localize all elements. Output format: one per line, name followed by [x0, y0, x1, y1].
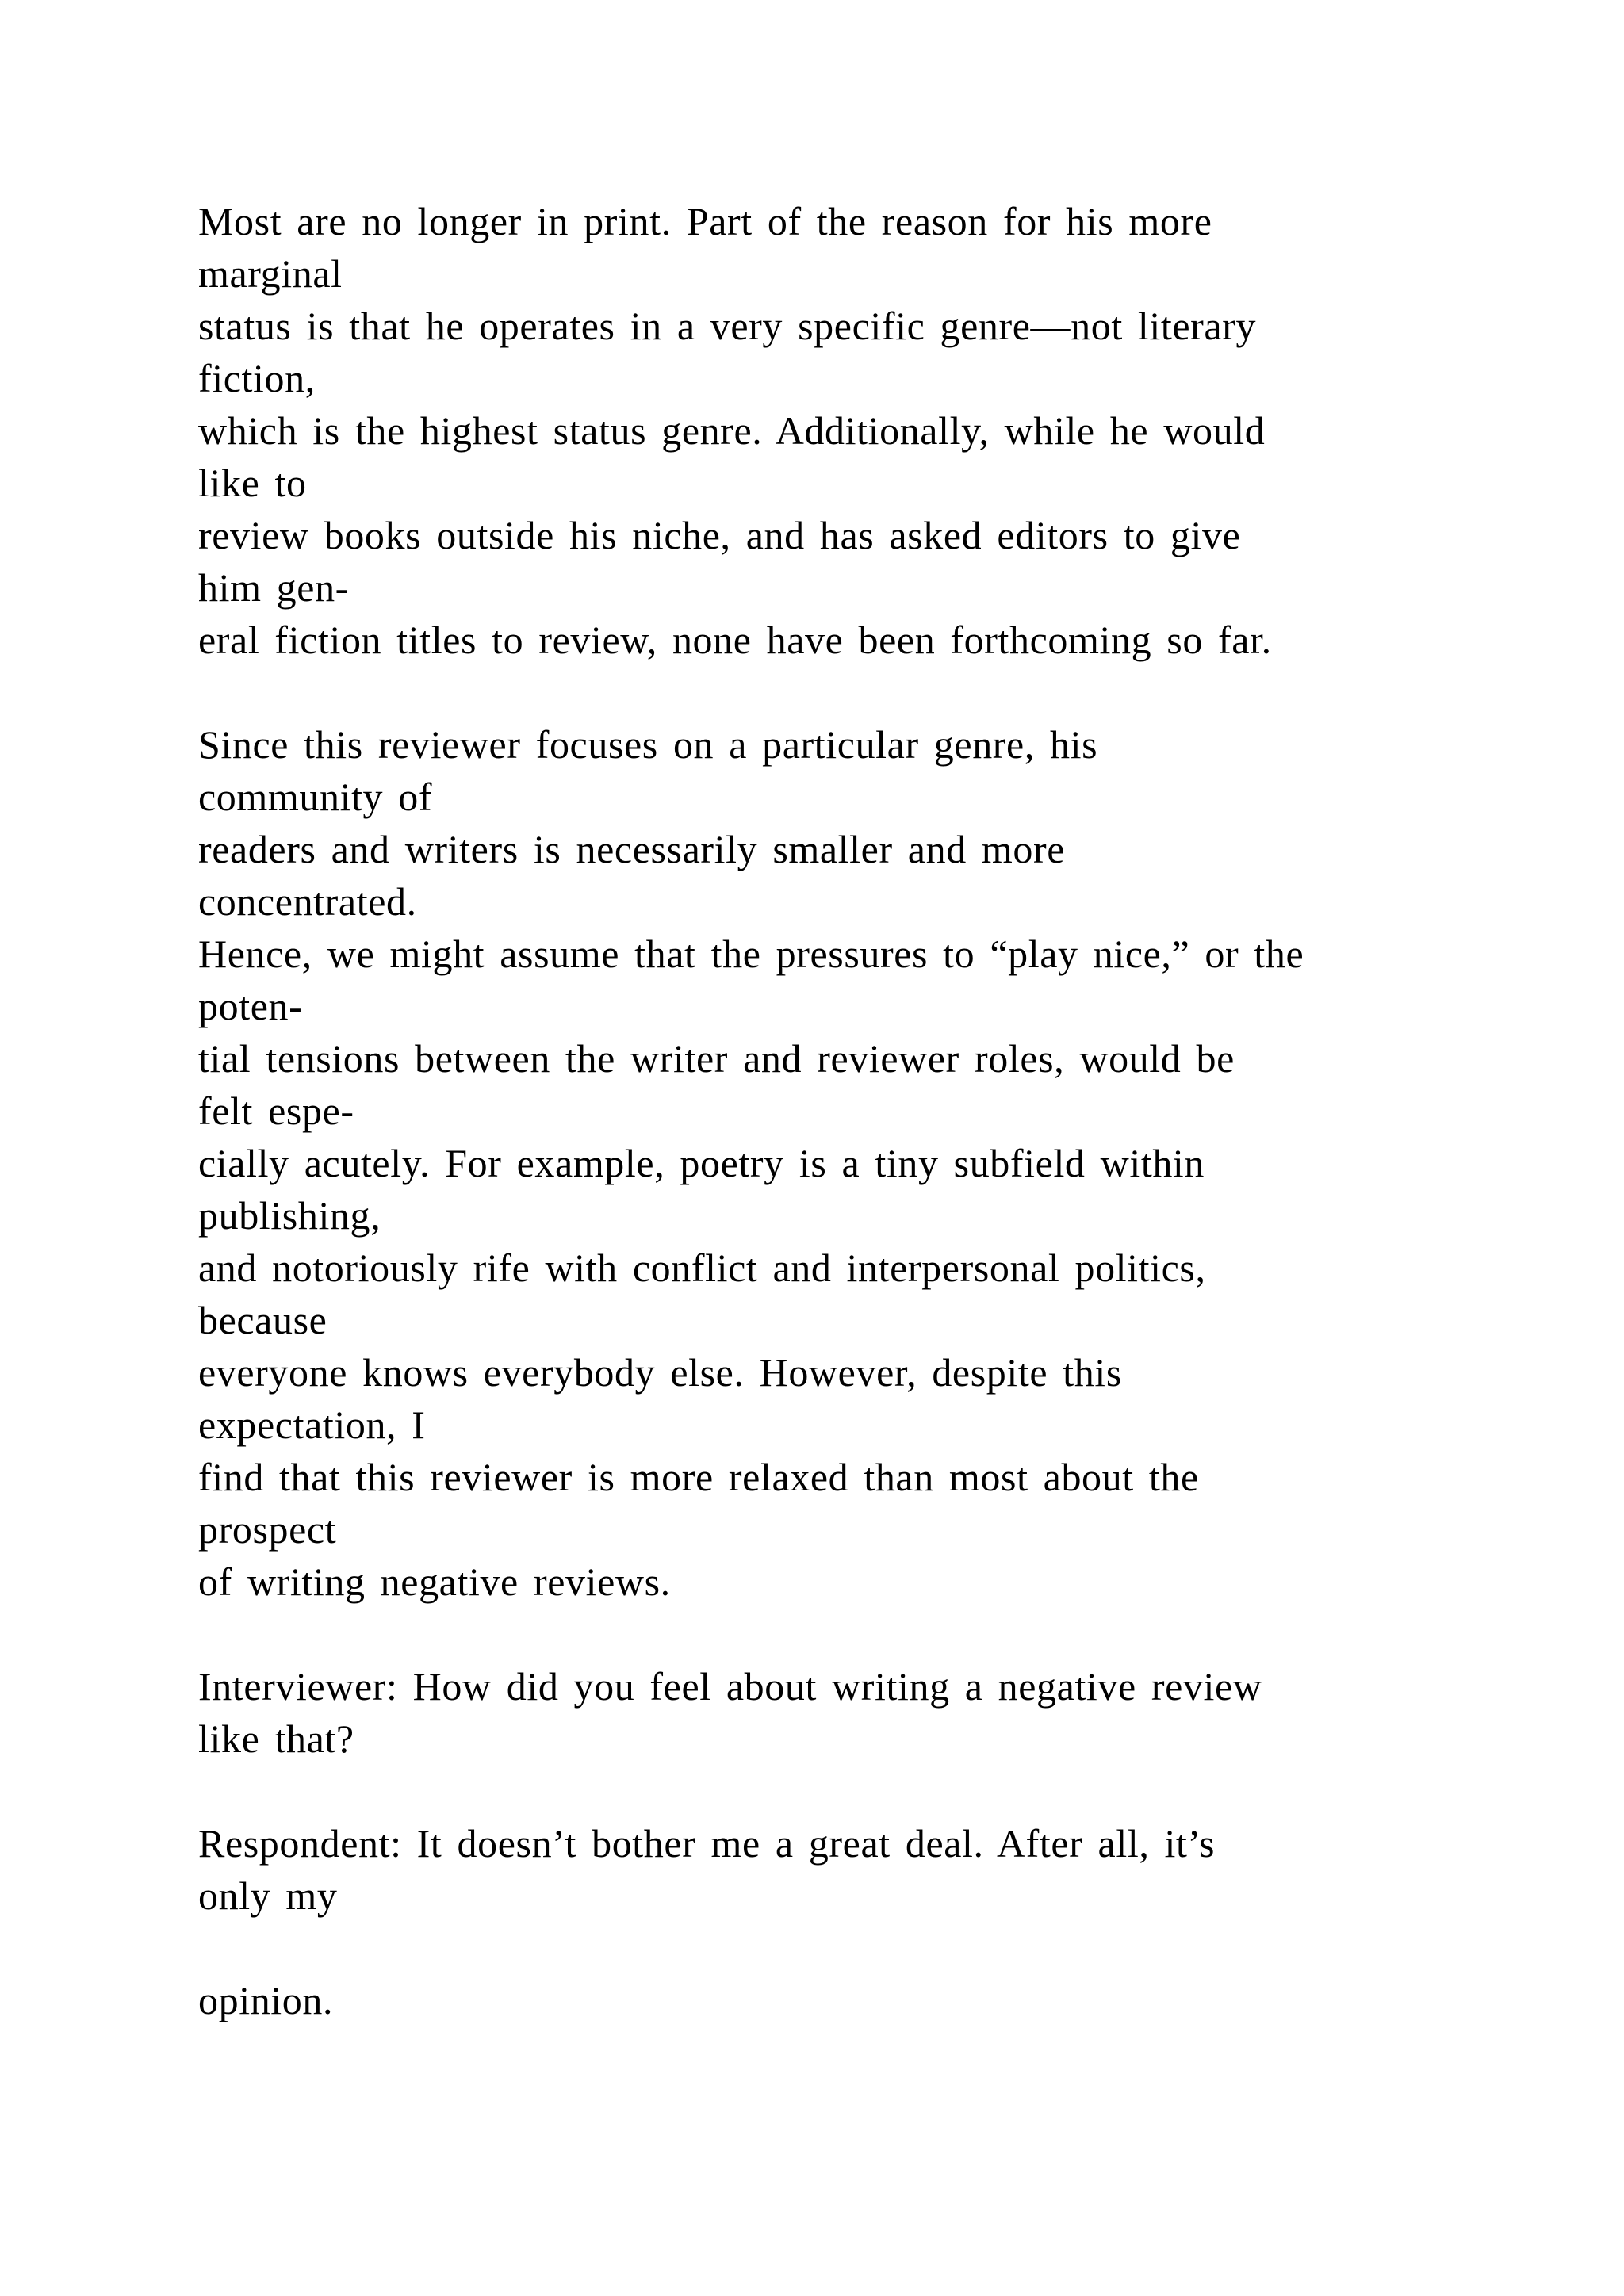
paragraph-gap — [198, 1608, 1546, 1660]
text-line: Since this reviewer focuses on a particular genre, his — [198, 722, 1098, 767]
text-line: marginal — [198, 251, 343, 296]
paragraph-gap — [198, 1922, 1546, 1974]
text-line: publishing, — [198, 1193, 381, 1238]
text-line: and notoriously rife with conflict and interpersonal politics, — [198, 1246, 1206, 1290]
text-line: Respondent: It doesn’t bother me a great deal. After all, it’s — [198, 1821, 1216, 1866]
text-line: like that? — [198, 1716, 354, 1761]
text-line: readers and writers is necessarily smaller and more — [198, 827, 1066, 871]
text-line: fiction, — [198, 356, 316, 400]
text-line: him gen- — [198, 565, 349, 610]
text-line: expectation, I — [198, 1402, 426, 1447]
text-line: Hence, we might assume that the pressures to “play nice,” or the — [198, 932, 1304, 976]
text-line: community of — [198, 775, 433, 819]
text-line: prospect — [198, 1507, 337, 1552]
text-line: Interviewer: How did you feel about writing a negative review — [198, 1664, 1262, 1709]
text-line: find that this reviewer is more relaxed than most about the — [198, 1455, 1199, 1499]
text-line: concentrated. — [198, 879, 417, 924]
text-line: only my — [198, 1873, 338, 1918]
text-line: of writing negative reviews. — [198, 1559, 671, 1604]
paragraph-gap — [198, 1765, 1546, 1817]
text-line: tial tensions between the writer and reviewer roles, would be — [198, 1036, 1235, 1081]
text-line: poten- — [198, 984, 303, 1028]
paragraph-gap — [198, 666, 1546, 718]
text-line: like to — [198, 461, 307, 505]
text-line: opinion. — [198, 1978, 334, 2022]
paragraph — [198, 1974, 1546, 2026]
text-line: everyone knows everybody else. However, despite this — [198, 1350, 1122, 1395]
text-line: review books outside his niche, and has asked editors to give — [198, 513, 1241, 557]
text-line: Most are no longer in print. Part of the reason for his more — [198, 199, 1212, 243]
interviewer-question — [198, 1660, 1546, 1765]
text-line: status is that he operates in a very specific genre—not literary — [198, 304, 1257, 348]
text-line: because — [198, 1298, 327, 1342]
text-line: cially acutely. For example, poetry is a tiny subfield within — [198, 1141, 1205, 1185]
text-line: which is the highest status genre. Additionally, while he would — [198, 408, 1266, 453]
text-line: felt espe- — [198, 1089, 354, 1133]
respondent-answer — [198, 1817, 1546, 1922]
text-line: eral fiction titles to review, none have been forthcoming so far. — [198, 618, 1272, 662]
paragraph — [198, 718, 1546, 1608]
document-body — [198, 195, 1546, 2026]
paragraph — [198, 195, 1546, 666]
